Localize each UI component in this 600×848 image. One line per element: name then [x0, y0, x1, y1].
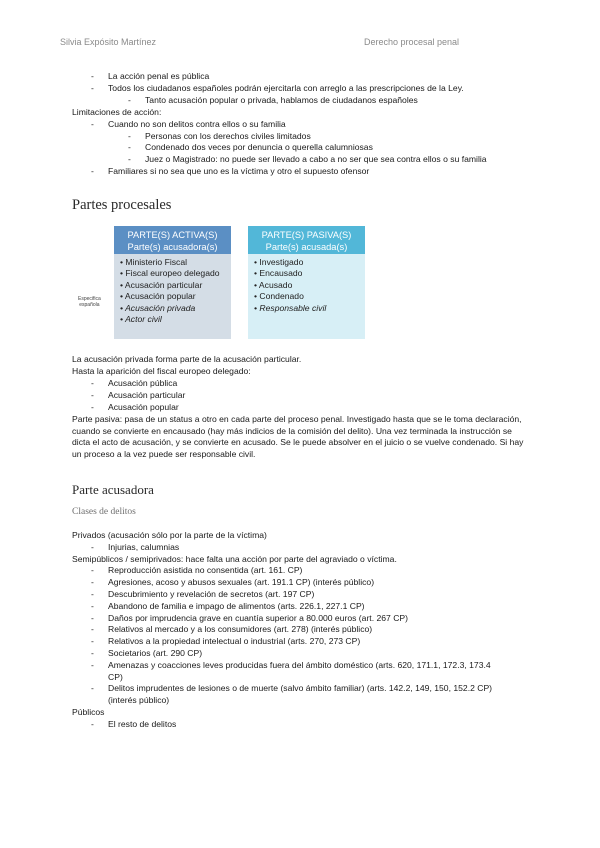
list-heading: Semipúblicos / semiprivados: hace falta una acción por parte del agraviado o víctima.: [72, 553, 397, 564]
list-item: El resto de delitos: [108, 718, 177, 729]
dash-marker: -: [91, 612, 94, 623]
dash-marker: -: [91, 659, 94, 670]
dash-marker: -: [91, 378, 94, 388]
dash-marker: -: [91, 390, 94, 400]
dash-marker: -: [128, 130, 131, 141]
partes-procesales-heading: Partes procesales: [72, 197, 172, 213]
dash-marker: -: [91, 71, 94, 81]
list-item: Agresiones, acoso y abusos sexuales (art. 191.1 CP) (interés público): [108, 577, 375, 588]
dash-marker: -: [91, 577, 94, 588]
list-item: CP): [108, 671, 123, 682]
active-item: • Acusación particular: [120, 279, 203, 290]
list-item: Acusación pública: [108, 378, 178, 388]
list-item: Juez o Magistrado: no puede ser llevado a cabo a no ser que sea contra ellos o su familia: [145, 154, 487, 165]
dash-marker: -: [91, 402, 94, 412]
passive-item: • Acusado: [254, 279, 293, 290]
list-item: Tanto acusación popular o privada, hablamos de ciudadanos españoles: [145, 94, 418, 105]
list-item: Relativos a la propiedad intelectual o industrial (arts. 270, 273 CP): [108, 636, 361, 647]
dash-marker: -: [128, 154, 131, 165]
passive-box-subtitle: Parte(s) acusada(s): [265, 242, 348, 252]
list-item: Personas con los derechos civiles limitados: [145, 130, 311, 141]
active-item: • Actor civil: [120, 314, 162, 325]
list-item: Todos los ciudadanos españoles podrán ejercitarla con arreglo a las prescripciones de la Ley.: [108, 82, 464, 93]
active-box-subtitle: Parte(s) acusadora(s): [127, 242, 218, 252]
parte-pasiva-paragraph: Parte pasiva: pasa de un status a otro en cada parte del proceso penal. Investigado hasta que se le toma declaración, cuando se convierte en encausado (hay más indicios de la comisión del delito). Una vez terminada la instrucción se dicta el acto de acusación, y se convierte en acusado. Se le puede absolver en el juicio o se vuelve condenado. Si hay un proceso a la vez puede ser responsable civil.: [72, 414, 524, 459]
list-heading: Limitaciones de acción:: [72, 106, 162, 117]
dash-marker: -: [91, 118, 94, 129]
passive-item: • Condenado: [254, 291, 304, 302]
list-item: Societarios (art. 290 CP): [108, 648, 203, 658]
dash-marker: -: [91, 82, 94, 93]
dash-marker: -: [91, 624, 94, 635]
dash-marker: -: [91, 648, 94, 658]
list-item: Relativos al mercado y a los consumidores (art. 278) (interés público): [108, 624, 373, 635]
list-item: Familiares si no sea que uno es la víctima y otro el supuesto ofensor: [108, 166, 370, 177]
passive-item: • Investigado: [254, 257, 304, 267]
dash-marker: -: [91, 683, 94, 694]
dash-marker: -: [91, 589, 94, 599]
dash-marker: -: [91, 718, 94, 729]
list-item: Delitos imprudentes de lesiones o de muerte (salvo ámbito familiar) (arts. 142.2, 149, 150, 152.2 CP): [108, 683, 493, 694]
parte-acusadora-heading: Parte acusadora: [72, 482, 154, 497]
clases-delitos-heading: Clases de delitos: [72, 507, 136, 517]
list-item: Acusación popular: [108, 402, 179, 412]
list-item: Injurias, calumnias: [108, 541, 180, 552]
list-item: Abandono de familia e impago de alimentos (arts. 226.1, 227.1 CP): [108, 600, 365, 611]
dash-marker: -: [128, 94, 131, 105]
active-box-title: PARTE(S) ACTIVA(S): [127, 230, 218, 240]
active-item: • Acusación popular: [120, 291, 196, 302]
active-box-header: [114, 226, 231, 254]
list-item: Daños por imprudencia grave en cuantía superior a 80.000 euros (art. 267 CP): [108, 612, 408, 623]
list-item: (interés público): [108, 695, 170, 706]
passive-item: • Responsable civil: [254, 302, 327, 313]
passive-box-header: [248, 226, 365, 254]
dash-marker: -: [91, 565, 94, 576]
dash-marker: -: [91, 636, 94, 647]
side-label: Especifica española: [78, 296, 101, 308]
list-item: La acción penal es pública: [108, 71, 210, 81]
list-heading: Privados (acusación sólo por la parte de la víctima): [72, 530, 267, 540]
header-subject: Derecho procesal penal: [364, 37, 460, 47]
list-item: Descubrimiento y revelación de secretos (art. 197 CP): [108, 589, 315, 599]
active-item: • Ministerio Fiscal: [120, 257, 188, 267]
passive-box-title: PARTE(S) PASIVA(S): [261, 230, 352, 240]
acusacion-privada-text: La acusación privada forma parte de la acusación particular.: [72, 354, 302, 364]
active-box-body: [114, 254, 231, 339]
dash-marker: -: [91, 600, 94, 611]
list-item: Acusación particular: [108, 390, 186, 400]
active-parties-box: [114, 226, 231, 339]
list-item: Reproducción asistida no consentida (art. 161. CP): [108, 565, 303, 576]
header-author: Silvia Expósito Martínez: [60, 37, 157, 47]
dash-marker: -: [91, 166, 94, 177]
dash-marker: -: [128, 142, 131, 153]
passive-box-body: [248, 254, 365, 339]
passive-parties-box: [248, 226, 365, 339]
hasta-aparicion-text: Hasta la aparición del fiscal europeo delegado:: [72, 366, 251, 376]
list-heading: Públicos: [72, 707, 105, 717]
dash-marker: -: [91, 541, 94, 552]
list-item: Amenazas y coacciones leves producidas fuera del ámbito doméstico (arts. 620, 171.1, 172.3, 173.4: [108, 659, 491, 670]
active-item: • Fiscal europeo delegado: [120, 268, 220, 279]
active-item: • Acusación privada: [120, 302, 196, 313]
list-item: Condenado dos veces por denuncia o querella calumniosas: [145, 142, 373, 153]
passive-item: • Encausado: [254, 268, 303, 279]
list-item: Cuando no son delitos contra ellos o su familia: [108, 118, 286, 129]
